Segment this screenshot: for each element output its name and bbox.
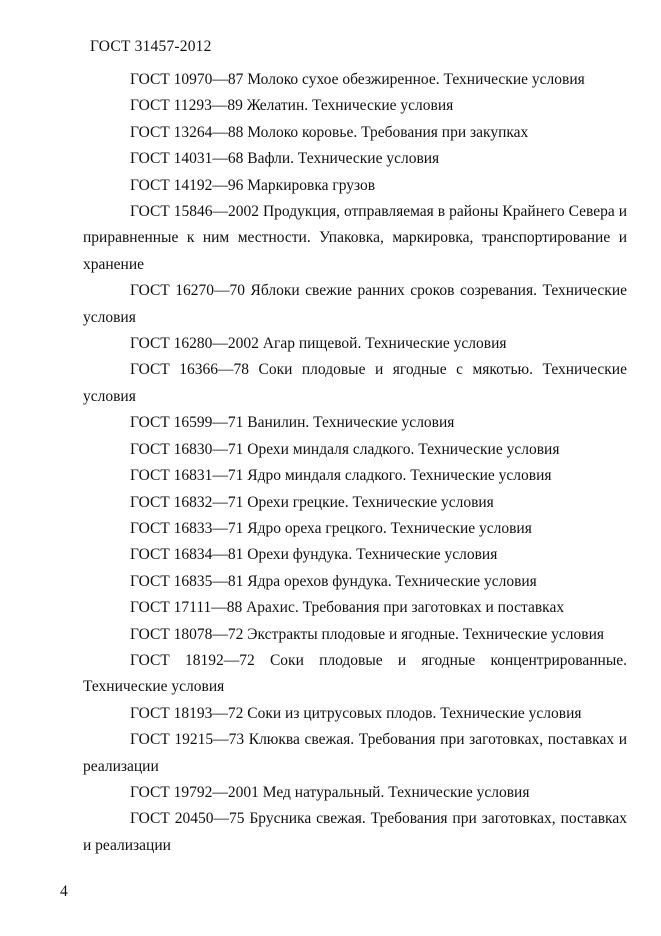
reference-item: ГОСТ 14192—96 Маркировка грузов (130, 176, 376, 194)
reference-item: ГОСТ 16835—81 Ядра орехов фундука. Технические условия (130, 572, 537, 590)
reference-item: ГОСТ 14031—68 Вафли. Технические условия (130, 150, 440, 168)
reference-item: ГОСТ 10970—87 Молоко сухое обезжиренное. Технические условия (130, 71, 585, 88)
reference-item: ГОСТ 16833—71 Ядро ореха грецкого. Технические условия (130, 519, 532, 537)
reference-list (83, 67, 627, 859)
reference-item: ГОСТ 19792—2001 Мед натуральный. Технические условия (130, 783, 530, 801)
page-header: ГОСТ 31457-2012 (90, 38, 212, 55)
reference-item: ГОСТ 16366—78 Соки плодовые и ягодные с мякотью. Технические условия (83, 361, 627, 405)
reference-item: ГОСТ 20450—75 Брусника свежая. Требования при заготовках, поставках и реализации (83, 810, 627, 854)
reference-item: ГОСТ 16832—71 Орехи грецкие. Технические условия (130, 493, 494, 511)
reference-item: ГОСТ 11293—89 Желатин. Технические условия (130, 97, 454, 115)
reference-item: ГОСТ 18078—72 Экстракты плодовые и ягодные. Технические условия (130, 625, 605, 643)
reference-item: ГОСТ 16831—71 Ядро миндаля сладкого. Технические условия (130, 467, 552, 485)
reference-item: ГОСТ 16834—81 Орехи фундука. Технические условия (130, 546, 498, 564)
reference-item: ГОСТ 15846—2002 Продукция, отправляемая в районы Крайнего Севера и приравненные к ним местности. Упаковка, маркировка, транспортирование и хранение (83, 203, 627, 273)
reference-item: ГОСТ 13264—88 Молоко коровье. Требования при закупках (130, 123, 529, 141)
reference-item: ГОСТ 18192—72 Соки плодовые и ягодные концентрированные. Технические условия (83, 651, 627, 696)
page-number: 4 (60, 883, 68, 900)
reference-item: ГОСТ 18193—72 Соки из цитрусовых плодов. Технические условия (130, 704, 582, 722)
reference-item: ГОСТ 16280—2002 Агар пищевой. Технические условия (130, 335, 507, 353)
reference-item: ГОСТ 19215—73 Клюква свежая. Требования при заготовках, поставках и реализации (83, 731, 627, 775)
reference-item: ГОСТ 16599—71 Ванилин. Технические условия (130, 414, 455, 432)
reference-item: ГОСТ 16270—70 Яблоки свежие ранних сроков созревания. Технические условия (83, 282, 627, 326)
reference-item: ГОСТ 17111—88 Арахис. Требования при заготовках и поставках (130, 599, 565, 617)
reference-item: ГОСТ 16830—71 Орехи миндаля сладкого. Технические условия (130, 440, 560, 458)
